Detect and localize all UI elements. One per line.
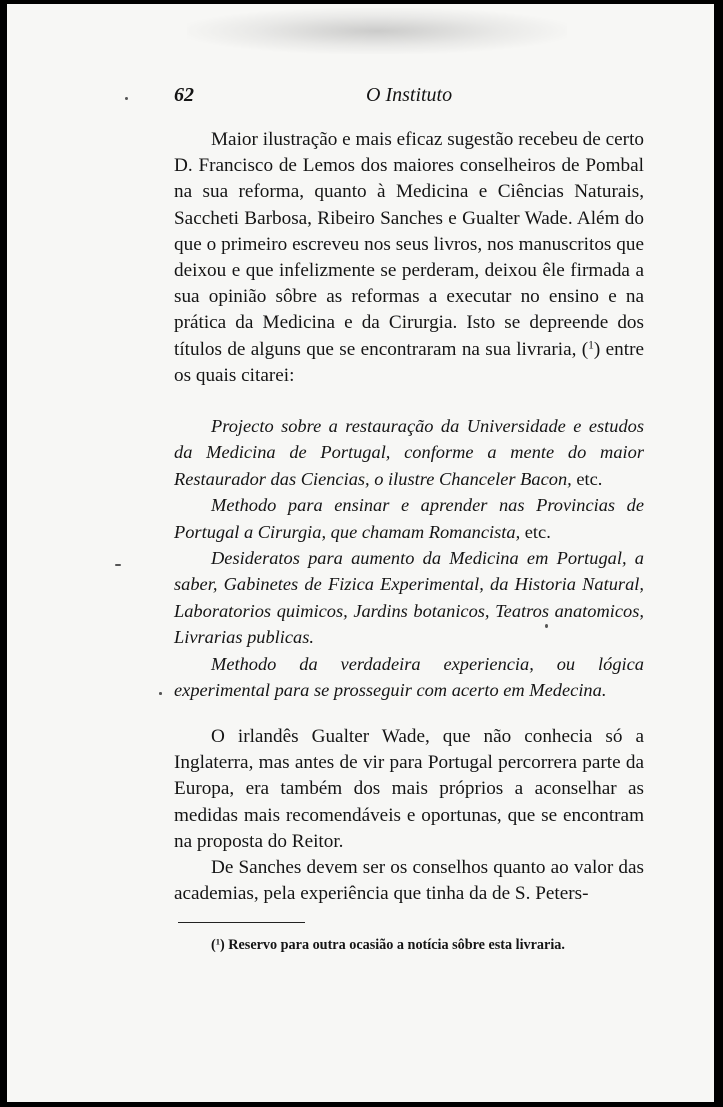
margin-speck	[159, 692, 162, 695]
citation-item	[174, 545, 644, 651]
footnote: ($^1$) Reservo para outra ocasião a notícia sôbre esta livraria.	[211, 936, 565, 953]
citation-item	[174, 651, 644, 704]
citation-title: Methodo para ensinar e aprender nas Provincias de Portugal a Cirurgia, que chamam Romancista,	[174, 495, 644, 542]
body-paragraph-1	[174, 127, 644, 389]
paragraph: O irlandês Gualter Wade, que não conhecia só a Inglaterra, mas antes de vir para Portugal percorrera parte da Europa, era também dos mais próprios a aconselhar as medidas mais recomendáveis e oportunas, que se encontram na proposta do Reitor.	[174, 726, 644, 852]
footnote-reference: ($^1$)	[581, 338, 601, 360]
margin-speck	[115, 564, 121, 566]
citation-title: Projecto sobre a restauração da Universidade e estudos da Medicina de Portugal, conforme a mente do maior Restaurador das Ciencias, o ilustre Chanceler Bacon,	[174, 416, 644, 489]
margin-speck	[125, 97, 128, 100]
citation-list	[174, 413, 644, 703]
running-title: O Instituto	[366, 84, 453, 106]
page-number: 62	[174, 84, 194, 106]
paragraph-text: entre os quais citarei:	[174, 338, 645, 386]
body-paragraphs-2	[174, 724, 644, 907]
footnote-mark: 1	[215, 936, 220, 947]
paragraph: De Sanches devem ser os conselhos quanto ao valor das academias, pela experiência que tinha da de S. Peters-	[174, 857, 644, 905]
citation-item	[174, 413, 644, 492]
citation-title: Methodo da verdadeira experiencia, ou lógica experimental para se prosseguir com acerto em Medecina.	[174, 653, 644, 701]
citation-suffix: etc.	[571, 468, 603, 489]
paragraph	[174, 127, 644, 389]
page-stain	[187, 8, 567, 54]
footnote-text: Reservo para outra ocasião a notícia sôbre esta livraria.	[224, 937, 565, 953]
page-header	[7, 82, 723, 112]
citation-title: Desideratos para aumento da Medicina em Portugal, a saber, Gabinetes de Fizica Experimental, da Historia Natural, Laboratorios quimicos, Jardins botanicos, Teatros anatomicos, Livrarias publicas.	[174, 548, 644, 648]
margin-speck	[545, 624, 548, 628]
citation-suffix: etc.	[520, 521, 551, 542]
footnote-divider	[178, 922, 305, 923]
citation-item	[174, 492, 644, 545]
paragraph-text: Maior ilustração e mais eficaz sugestão recebeu de certo D. Francisco de Lemos dos maiores conselheiros de Pombal na sua reforma, quanto à Medicina e Ciências Naturais, Saccheti Barbosa, Ribeiro Sanches e Gualter Wade. Além do que o primeiro escreveu nos seus livros, nos manuscritos que deixou e que infelizmente se perderam, deixou êle firmada a sua opinião sôbre as reformas a executar no ensino e na prática da Medicina e da Cirurgia. Isto se depreende dos títulos de alguns que se encontraram na sua livraria,	[174, 129, 644, 360]
